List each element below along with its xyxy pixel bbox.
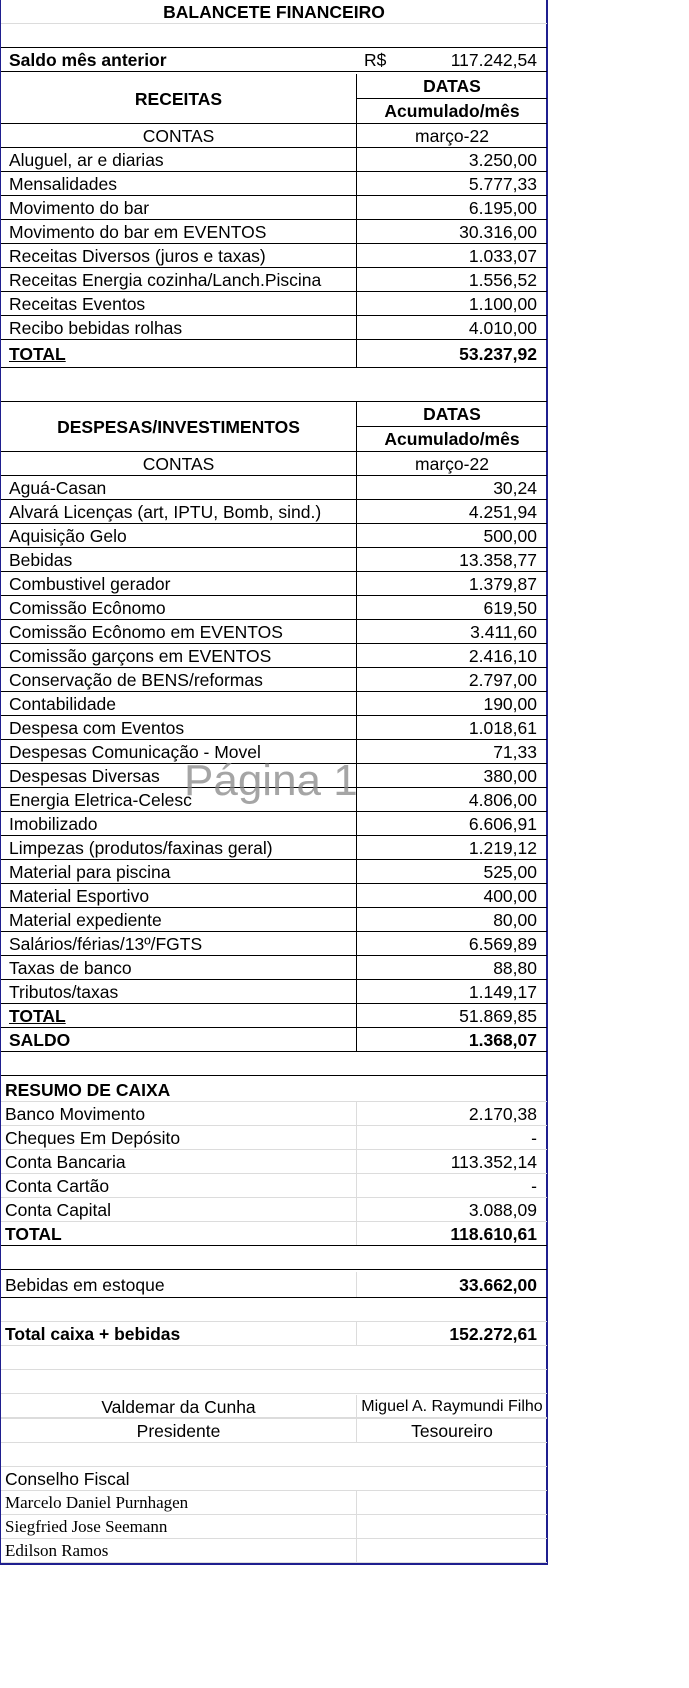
total-caixa-value: 152.272,61 (356, 1322, 545, 1345)
total-caixa-row (1, 1322, 547, 1346)
row-label: Movimento do bar (9, 198, 150, 218)
resumo-heading: RESUMO DE CAIXA (5, 1080, 171, 1100)
despesa-row (1, 620, 547, 644)
despesa-row (1, 716, 547, 740)
row-label: Limpezas (produtos/faxinas geral) (9, 838, 273, 858)
saldo-anterior-currency: R$ (364, 50, 387, 70)
despesas-header (1, 402, 547, 452)
row-label: Salários/férias/13º/FGTS (9, 934, 203, 954)
resumo-header-row (1, 1078, 547, 1102)
row-value: 6.195,00 (356, 196, 545, 219)
row-value: 113.352,14 (356, 1150, 545, 1173)
row-label: Contabilidade (9, 694, 117, 714)
row-value: 1.379,87 (356, 572, 545, 595)
conselho-row (1, 1467, 547, 1491)
row-label: Recibo bebidas rolhas (9, 318, 183, 338)
row-label: Energia Eletrica-Celesc (9, 790, 192, 810)
row-label: Material Esportivo (9, 886, 150, 906)
conselho-member-row (1, 1515, 547, 1539)
receita-row (1, 220, 547, 244)
row-label: Despesa com Eventos (9, 718, 185, 738)
row-value: 525,00 (356, 860, 545, 883)
row-label: Aluguel, ar e diarias (9, 150, 164, 170)
row-label: Taxas de banco (9, 958, 132, 978)
despesas-month: março-22 (356, 452, 547, 475)
receitas-header (1, 74, 547, 124)
despesa-row (1, 668, 547, 692)
blank-row (1, 1052, 547, 1076)
total-caixa-label: Total caixa + bebidas (5, 1324, 181, 1344)
row-label: Comissão garçons em EVENTOS (9, 646, 272, 666)
row-value: 3.088,09 (356, 1198, 545, 1221)
row-label: Aguá-Casan (9, 478, 107, 498)
treasurer-role: Tesoureiro (356, 1419, 547, 1442)
resumo-row (1, 1174, 547, 1198)
despesa-row (1, 572, 547, 596)
blank-row (1, 368, 547, 402)
row-label: Despesas Comunicação - Movel (9, 742, 261, 762)
row-value: 80,00 (356, 908, 545, 931)
row-label: Siegfried Jose Seemann (5, 1517, 168, 1536)
receita-row (1, 244, 547, 268)
receita-row (1, 292, 547, 316)
blank-row (1, 1370, 547, 1394)
page-watermark: Página 1 (184, 756, 358, 805)
row-label: Receitas Diversos (juros e taxas) (9, 246, 266, 266)
row-value: 500,00 (356, 524, 545, 547)
row-label: Receitas Energia cozinha/Lanch.Piscina (9, 270, 322, 290)
resumo-total-value: 118.610,61 (356, 1222, 545, 1245)
row-label: Aquisição Gelo (9, 526, 127, 546)
despesas-datas: DATAS (356, 402, 547, 427)
despesas-contas-row (1, 452, 547, 476)
row-label: Imobilizado (9, 814, 98, 834)
row-value: 1.149,17 (356, 980, 545, 1003)
row-value: - (356, 1126, 545, 1149)
row-label: Alvará Licenças (art, IPTU, Bomb, sind.) (9, 502, 322, 522)
receitas-total-row (1, 340, 547, 368)
row-label: Comissão Ecônomo (9, 598, 166, 618)
president-role: Presidente (136, 1421, 221, 1441)
row-value: 6.606,91 (356, 812, 545, 835)
saldo-label: SALDO (9, 1030, 71, 1050)
conselho-member-row (1, 1539, 547, 1563)
despesa-row (1, 932, 547, 956)
row-value: - (356, 1174, 545, 1197)
title-row (1, 0, 547, 24)
receita-row (1, 268, 547, 292)
row-value: 4.010,00 (356, 316, 545, 339)
despesas-heading: DESPESAS/INVESTIMENTOS (57, 417, 300, 437)
despesa-row (1, 524, 547, 548)
row-value (356, 1539, 545, 1562)
row-value: 4.251,94 (356, 500, 545, 523)
row-label: Cheques Em Depósito (5, 1128, 181, 1148)
estoque-label: Bebidas em estoque (5, 1275, 165, 1295)
row-value: 190,00 (356, 692, 545, 715)
row-label: Combustivel gerador (9, 574, 171, 594)
resumo-row (1, 1102, 547, 1126)
row-label: Banco Movimento (5, 1104, 146, 1124)
row-value: 3.411,60 (356, 620, 545, 643)
row-label: Material expediente (9, 910, 162, 930)
page-title: BALANCETE FINANCEIRO (163, 2, 385, 22)
despesa-row (1, 476, 547, 500)
row-value: 380,00 (356, 764, 545, 787)
despesa-row (1, 860, 547, 884)
estoque-row (1, 1272, 547, 1298)
despesas-acumulado: Acumulado/mês (356, 427, 547, 452)
despesa-row (1, 596, 547, 620)
despesa-row (1, 548, 547, 572)
row-value: 88,80 (356, 956, 545, 979)
despesa-row (1, 644, 547, 668)
despesas-total-label: TOTAL (9, 1006, 66, 1026)
row-label: Conta Cartão (5, 1176, 110, 1196)
row-value (356, 1515, 545, 1538)
row-value: 619,50 (356, 596, 545, 619)
receita-row (1, 316, 547, 340)
row-label: Conta Capital (5, 1200, 112, 1220)
row-value: 1.100,00 (356, 292, 545, 315)
row-value (356, 1491, 545, 1514)
conselho-heading: Conselho Fiscal (5, 1469, 130, 1489)
receita-row (1, 196, 547, 220)
row-value: 1.556,52 (356, 268, 545, 291)
row-value: 400,00 (356, 884, 545, 907)
receitas-total-label: TOTAL (9, 344, 66, 364)
receitas-total-value: 53.237,92 (356, 340, 545, 367)
row-value: 2.416,10 (356, 644, 545, 667)
receita-row (1, 148, 547, 172)
row-value: 1.018,61 (356, 716, 545, 739)
resumo-total-label: TOTAL (5, 1224, 62, 1244)
row-value: 6.569,89 (356, 932, 545, 955)
receitas-acumulado: Acumulado/mês (356, 99, 547, 124)
row-label: Material para piscina (9, 862, 171, 882)
despesa-row (1, 908, 547, 932)
saldo-value: 1.368,07 (356, 1028, 545, 1051)
despesa-row (1, 812, 547, 836)
conselho-member-row (1, 1491, 547, 1515)
row-label: Marcelo Daniel Purnhagen (5, 1493, 189, 1512)
row-label: Movimento do bar em EVENTOS (9, 222, 267, 242)
receita-row (1, 172, 547, 196)
despesa-row (1, 980, 547, 1004)
despesa-row (1, 956, 547, 980)
row-label: Mensalidades (9, 174, 117, 194)
saldo-row (1, 1028, 547, 1052)
estoque-value: 33.662,00 (356, 1272, 545, 1297)
blank-row (1, 1298, 547, 1322)
president-name: Valdemar da Cunha (101, 1397, 256, 1417)
saldo-anterior-value: 117.242,54 (450, 50, 537, 70)
despesas-total-row (1, 1004, 547, 1028)
blank-row (1, 1246, 547, 1270)
blank-row (1, 24, 547, 48)
despesa-row (1, 836, 547, 860)
row-value: 2.170,38 (356, 1102, 545, 1125)
despesas-total-value: 51.869,85 (356, 1004, 545, 1027)
despesa-row (1, 884, 547, 908)
row-label: Conservação de BENS/reformas (9, 670, 263, 690)
resumo-row (1, 1126, 547, 1150)
row-value: 13.358,77 (356, 548, 545, 571)
row-value: 5.777,33 (356, 172, 545, 195)
signature-names-row (1, 1395, 547, 1419)
row-label: Bebidas (9, 550, 73, 570)
receitas-contas-row (1, 124, 547, 148)
row-value: 3.250,00 (356, 148, 545, 171)
row-value: 30.316,00 (356, 220, 545, 243)
blank-row (1, 1346, 547, 1370)
receitas-heading: RECEITAS (134, 89, 223, 109)
row-label: Tributos/taxas (9, 982, 119, 1002)
despesa-row (1, 500, 547, 524)
saldo-anterior-row (1, 48, 547, 72)
signature-roles-row (1, 1419, 547, 1443)
resumo-total-row (1, 1222, 547, 1246)
row-value: 71,33 (356, 740, 545, 763)
row-value: 4.806,00 (356, 788, 545, 811)
treasurer-name: Miguel A. Raymundi Filho (356, 1395, 547, 1418)
resumo-row (1, 1150, 547, 1174)
row-label: Despesas Diversas (9, 766, 160, 786)
resumo-row (1, 1198, 547, 1222)
row-value: 1.219,12 (356, 836, 545, 859)
saldo-anterior-label: Saldo mês anterior (9, 50, 167, 70)
row-label: Edilson Ramos (5, 1541, 109, 1560)
row-value: 2.797,00 (356, 668, 545, 691)
receitas-contas: CONTAS (142, 126, 215, 146)
despesa-row (1, 692, 547, 716)
row-label: Comissão Ecônomo em EVENTOS (9, 622, 283, 642)
despesas-contas: CONTAS (142, 454, 215, 474)
blank-row (1, 1443, 547, 1467)
row-label: Conta Bancaria (5, 1152, 126, 1172)
row-label: Receitas Eventos (9, 294, 146, 314)
receitas-month: março-22 (356, 124, 547, 147)
row-value: 1.033,07 (356, 244, 545, 267)
receitas-datas: DATAS (356, 74, 547, 99)
row-value: 30,24 (356, 476, 545, 499)
